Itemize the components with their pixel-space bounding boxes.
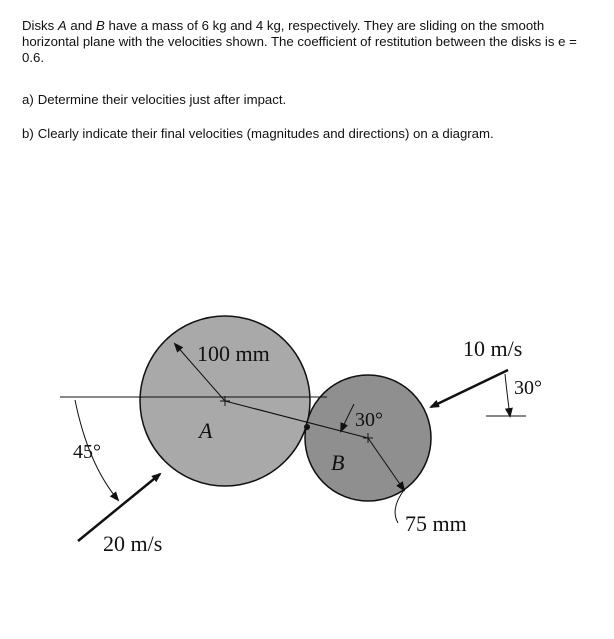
line-of-impact-angle-label: 30° — [355, 409, 383, 431]
part-b-label: b) — [22, 126, 34, 141]
disk-b-label: B — [331, 450, 345, 475]
contact-point — [304, 424, 310, 430]
statement-part-1: Disks — [22, 18, 58, 33]
disk-a-label: A — [199, 418, 213, 443]
disk-a-radius-label: 100 mm — [197, 341, 270, 366]
part-a-label: a) — [22, 92, 34, 107]
disk-b-angle-arc — [505, 374, 510, 416]
disk-b-radius-label: 75 mm — [405, 511, 467, 536]
part-a-text: Determine their velocities just after impact. — [37, 92, 287, 107]
disk-b-velocity-arrow — [431, 370, 508, 407]
disk-a-angle-label: 45° — [73, 441, 101, 463]
disk-b-velocity-label: 10 m/s — [463, 336, 523, 361]
statement-part-3: have a mass of 6 kg and 4 kg, respectively. They are sliding on the smooth horizontal plane with the velocities shown. The coefficient of restitution between the disks is e = 0.6. — [22, 18, 577, 65]
statement-part-2: and — [66, 18, 97, 33]
disk-a-velocity-label: 20 m/s — [103, 531, 163, 556]
disk-b-angle-label: 30° — [514, 377, 542, 399]
statement-disk-a: A — [57, 18, 67, 33]
statement-disk-b: B — [96, 18, 105, 33]
part-b-text: Clearly indicate their final velocities (magnitudes and directions) on a diagram. — [37, 126, 494, 141]
